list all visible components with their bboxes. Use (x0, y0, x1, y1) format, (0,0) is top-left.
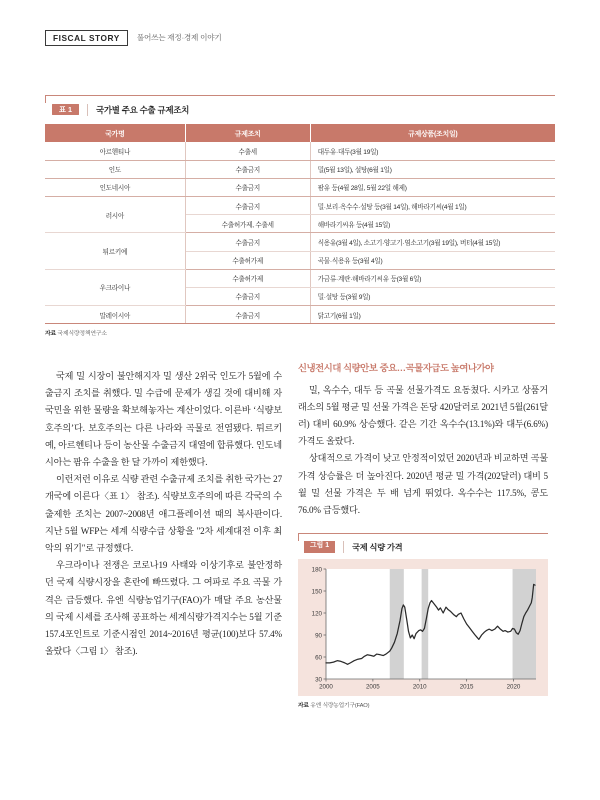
masthead (45, 30, 555, 46)
paragraph-right-2: 상대적으로 가격이 낮고 안정적이었던 2020년과 비교하면 곡물 가격 상승률은 더 높아진다. 2020년 평균 밀 가격(202달러) 대비 5월 밀 선물 가격은 두 배 넘게 뛰었다. 옥수수는 117.5%, 콩도 76.0% 급등했다. (298, 453, 548, 515)
cell-goods: 곡물·식용유 등(3월 4일) (310, 251, 555, 269)
table-row (45, 178, 555, 196)
chart-x-tick-label: 2015 (459, 683, 474, 691)
paragraph-left-1: 국제 밀 시장이 불안해지자 밀 생산 2위국 인도가 5월에 수출금지 조치를 취했다. 밀 수급에 문제가 생길 것에 대비해 자국민을 위한 물량을 확보해놓자는 계산이었다. 이른바 ‘식량보호주의’다. 보호주의는 다른 나라와 곡물로 전염됐다. 튀르키예, 아르헨티나 등이 농산물 수출금지 대열에 합류했다. 인도네시아는 팜유 수출을 한 달 가까이 제한했다. (45, 371, 282, 468)
table-source (45, 328, 555, 337)
table-row (45, 160, 555, 178)
cell-measure: 수출금지 (185, 160, 310, 178)
chart-y-tick-label: 150 (311, 588, 322, 596)
regulation-table-block (45, 95, 555, 337)
table-row (45, 233, 555, 251)
cell-measure: 수출금지 (185, 287, 310, 305)
chart-x-tick-label: 2005 (365, 683, 380, 691)
brand-tagline: 풀어쓰는 재정·경제 이야기 (136, 33, 222, 43)
cell-measure: 수출허가제 (185, 251, 310, 269)
cell-measure: 수출금지 (185, 233, 310, 251)
paragraph-left-2: 이런저런 이유로 식량 관련 수출규제 조치를 취한 국가는 27개국에 이른다〈표 1〉 참조). 식량보호주의에 따른 각국의 수출제한 조치는 2007~2008년 애그플레이션 때의 복사판이다. 지난 5월 WFP는 세계 식량수급 상황을 "2차 세계대전 이후 최악의 위기"로 규정했다. (45, 474, 282, 554)
cell-goods: 대두유·대두(3월 19일) (310, 142, 555, 160)
chart-x-tick-label: 2020 (506, 683, 521, 691)
table-row (45, 269, 555, 287)
table-source-label: 자료 (45, 331, 56, 338)
cell-measure: 수출금지 (185, 196, 310, 214)
section-heading: 신냉전시대 식량안보 중요…곡물자급도 높여나가야 (298, 363, 494, 373)
paragraph-left-3: 우크라이나 전쟁은 코로나19 사태와 이상기후로 불안정하던 국제 식량시장을 혼란에 빠뜨렸다. 그 여파로 주요 곡물 가격은 급등했다. 유엔 식량농업기구(FAO)가 매달 주요 농산물의 국제 시세를 조사해 공표하는 세계식량가격지수는 5월 기준 157.4포인트로 기준시점인 2014~2016년 평균(100)보다 57.4% 올랐다〈그림 1〉 참조). (45, 560, 282, 657)
figure-source-value: 유엔 식량농업기구(FAO) (310, 703, 370, 710)
table-caption (45, 95, 555, 117)
caption-divider (87, 104, 88, 116)
cell-goods: 팜유 등(4월 28일, 5월 22일 해제) (310, 178, 555, 196)
cell-goods: 밀·보리·옥수수·설탕 등(3월 14일), 해바라기씨(4월 1일) (310, 196, 555, 214)
table-row (45, 306, 555, 324)
cell-country: 인도네시아 (45, 178, 185, 196)
figure-caption (298, 533, 548, 554)
column-header-measure: 규제조치 (185, 124, 310, 142)
brand-logo: FISCAL STORY (45, 30, 128, 46)
cell-country: 우크라이나 (45, 269, 185, 305)
figure-source-label: 자료 (298, 703, 309, 710)
cell-measure: 수출금지 (185, 306, 310, 324)
cell-country: 튀르키예 (45, 233, 185, 269)
table-source-value: 국제식량정책연구소 (57, 331, 107, 338)
cell-measure: 수출허가제 (185, 269, 310, 287)
body-column-right (298, 362, 548, 709)
table-head (45, 124, 555, 142)
cell-measure: 수출허가제, 수출세 (185, 215, 310, 233)
food-price-line-chart (304, 565, 542, 693)
paragraph-right-1: 밀, 옥수수, 대두 등 곡물 선물가격도 요동쳤다. 시카고 상품거래소의 5월 평균 밀 선물 가격은 돈당 420달러로 2021년 5월(261달러) 대비 60.9% 상승했다. 같은 기간 옥수수(13.1%)와 대두(6.6%) 가격도 올랐다. (298, 384, 548, 447)
chart-y-tick-label: 60 (315, 654, 322, 662)
cell-goods: 해바라기씨유 등(4월 15일) (310, 215, 555, 233)
table-body (45, 142, 555, 323)
chart-y-tick-label: 90 (315, 632, 322, 640)
cell-country: 인도 (45, 160, 185, 178)
cell-country: 말레이시아 (45, 306, 185, 324)
figure-source (298, 700, 548, 709)
chart-y-tick-label: 180 (311, 566, 322, 574)
body-column-left (45, 368, 282, 660)
cell-country: 러시아 (45, 196, 185, 232)
chart-plot-background (326, 569, 536, 679)
column-header-country: 국가명 (45, 124, 185, 142)
figure-badge: 그림 1 (304, 541, 335, 552)
figure-plot-area (298, 559, 548, 696)
table-row (45, 196, 555, 214)
figure-title: 국제 식량 가격 (352, 542, 403, 552)
regulation-table (45, 124, 555, 324)
chart-x-tick-label: 2000 (319, 683, 333, 691)
table-header-row (45, 124, 555, 142)
cell-measure: 수출세 (185, 142, 310, 160)
figure-caption-divider (343, 541, 344, 553)
cell-goods: 가금류·계란·해바라기씨유 등(3월 6일) (310, 269, 555, 287)
chart-shaded-band-3 (513, 569, 536, 679)
cell-goods: 밀·설탕 등(3월 9일) (310, 287, 555, 305)
cell-goods: 닭고기(6월 1일) (310, 306, 555, 324)
cell-country: 아르헨티나 (45, 142, 185, 160)
table-title: 국가별 주요 수출 규제조치 (95, 104, 190, 115)
chart-y-tick-label: 30 (315, 676, 322, 684)
figure-block (298, 533, 548, 709)
chart-y-tick-label: 120 (311, 610, 322, 618)
table-row (45, 142, 555, 160)
cell-goods: 밀(5월 13일), 설탕(6월 1일) (310, 160, 555, 178)
chart-x-tick-label: 2010 (412, 683, 427, 691)
cell-goods: 식용유(3월 4일), 소고기·양고기·염소고기(3월 19일), 버터(4월 15일) (310, 233, 555, 251)
cell-measure: 수출금지 (185, 178, 310, 196)
table-badge: 표 1 (52, 104, 79, 116)
column-header-goods: 규제상품(조치일) (310, 124, 555, 142)
chart-shaded-band-1 (390, 569, 404, 679)
